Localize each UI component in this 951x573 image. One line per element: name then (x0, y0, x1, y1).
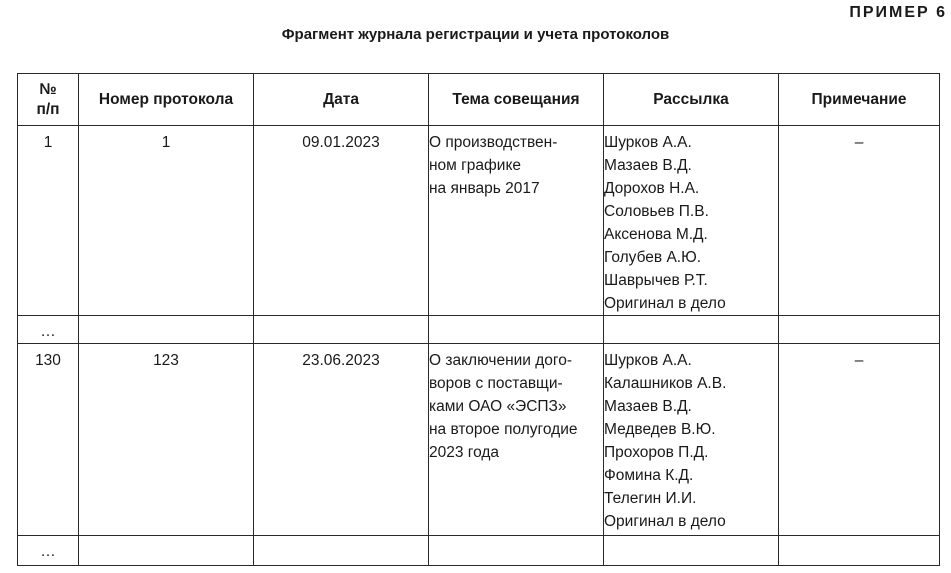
column-header-protocol-number: Номер протокола (79, 74, 254, 126)
cell-empty (429, 316, 604, 344)
cell-empty (429, 536, 604, 566)
cell-number: … (18, 536, 79, 566)
distribution-item: Шурков А.А. (604, 352, 692, 369)
distribution-item: Фомина К.Д. (604, 467, 694, 484)
column-header-number-line2: п/п (36, 100, 60, 118)
topic-line: 2023 года (429, 444, 500, 461)
topic-line: на второе полугодие (429, 421, 578, 438)
distribution-item: Телегин И.И. (604, 490, 697, 507)
column-header-date: Дата (254, 74, 429, 126)
column-header-distribution: Рассылка (604, 74, 779, 126)
protocol-journal-table (17, 73, 940, 566)
column-header-note: Примечание (779, 74, 940, 126)
cell-empty (254, 536, 429, 566)
topic-line: О производствен- (429, 134, 558, 151)
cell-empty (779, 316, 940, 344)
topic-line: О заключении дого- (429, 352, 573, 369)
cell-meeting-topic (429, 344, 604, 536)
cell-empty (254, 316, 429, 344)
cell-date: 23.06.2023 (254, 344, 429, 536)
distribution-item: Голубев А.Ю. (604, 249, 702, 266)
distribution-item: Медведев В.Ю. (604, 421, 716, 438)
cell-distribution (604, 126, 779, 316)
distribution-item: Мазаев В.Д. (604, 398, 692, 415)
cell-empty (79, 316, 254, 344)
table-row-ellipsis (18, 316, 940, 344)
topic-line: воров с поставщи- (429, 375, 563, 392)
cell-empty (79, 536, 254, 566)
cell-note: – (779, 344, 940, 536)
column-header-number (18, 74, 79, 126)
table-row (18, 126, 940, 316)
table-row-ellipsis (18, 536, 940, 566)
distribution-item: Прохоров П.Д. (604, 444, 709, 461)
topic-line: на январь 2017 (429, 180, 540, 197)
cell-note: – (779, 126, 940, 316)
cell-empty (604, 536, 779, 566)
example-label: ПРИМЕР 6 (849, 4, 947, 21)
table-row (18, 344, 940, 536)
distribution-item: Оригинал в дело (604, 513, 726, 530)
distribution-item: Калашников А.В. (604, 375, 727, 392)
distribution-item: Шаврычев Р.Т. (604, 272, 708, 289)
distribution-item: Шурков А.А. (604, 134, 692, 151)
cell-number: 1 (18, 126, 79, 316)
cell-protocol-number: 123 (79, 344, 254, 536)
document-title: Фрагмент журнала регистрации и учета протоколов (281, 26, 670, 43)
distribution-item: Мазаев В.Д. (604, 157, 692, 174)
topic-line: ками ОАО «ЭСПЗ» (429, 398, 567, 415)
distribution-item: Оригинал в дело (604, 295, 726, 312)
topic-line: ном графике (429, 157, 522, 174)
distribution-item: Аксенова М.Д. (604, 226, 708, 243)
cell-meeting-topic (429, 126, 604, 316)
cell-distribution (604, 344, 779, 536)
distribution-item: Соловьев П.В. (604, 203, 709, 220)
cell-number: 130 (18, 344, 79, 536)
cell-protocol-number: 1 (79, 126, 254, 316)
cell-empty (604, 316, 779, 344)
cell-empty (779, 536, 940, 566)
distribution-item: Дорохов Н.А. (604, 180, 700, 197)
table-header-row (18, 74, 940, 126)
cell-date: 09.01.2023 (254, 126, 429, 316)
cell-number: … (18, 316, 79, 344)
column-header-meeting-topic: Тема совещания (429, 74, 604, 126)
column-header-number-line1: № (39, 80, 57, 98)
